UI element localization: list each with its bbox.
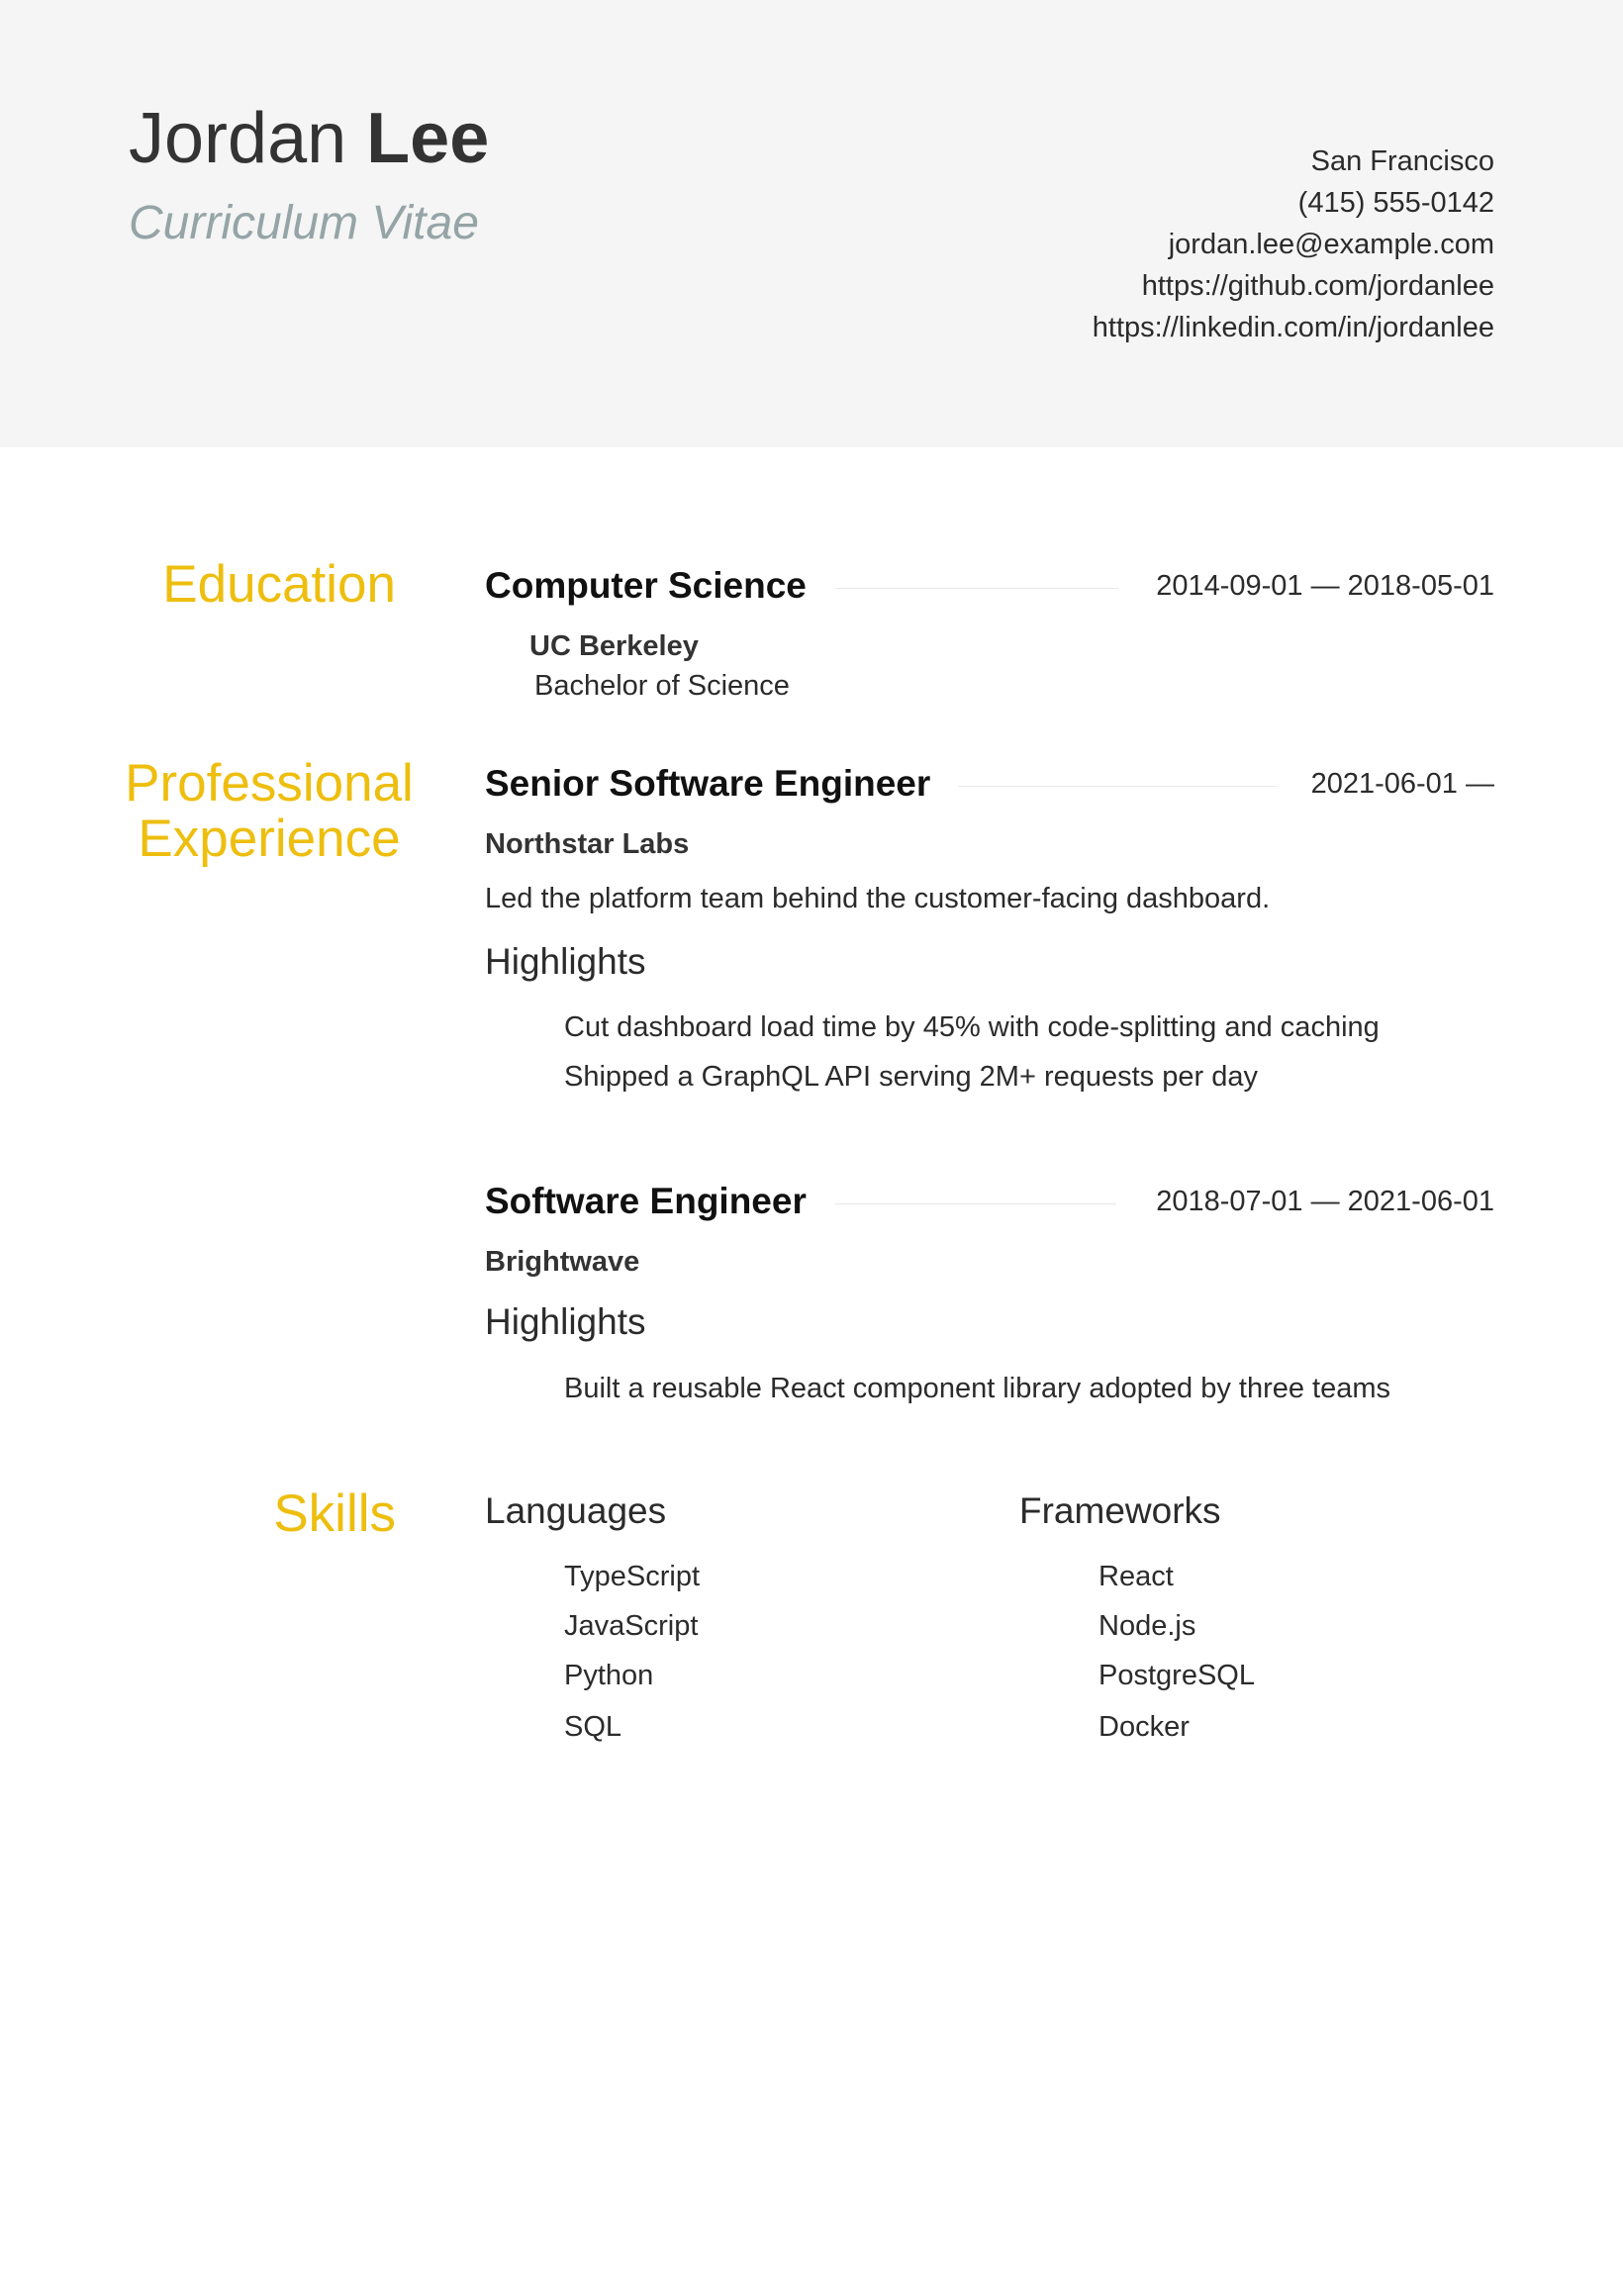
education-institution: UC Berkeley xyxy=(529,630,699,662)
contact-location: San Francisco xyxy=(1310,145,1494,177)
skill-keyword: SQL xyxy=(564,1711,622,1743)
section-title-line: Professional xyxy=(125,754,414,813)
highlights-heading: Highlights xyxy=(485,1301,646,1342)
skill-keyword: React xyxy=(1098,1561,1174,1592)
section-title-skills: Skills xyxy=(273,1484,396,1543)
document-subtitle: Curriculum Vitae xyxy=(129,197,479,249)
education-entry-header xyxy=(485,561,1494,611)
skill-group-frameworks: Frameworks xyxy=(1019,1490,1221,1531)
highlight-item: Built a reusable React component library adopted by three teams xyxy=(564,1373,1391,1404)
divider-line xyxy=(835,1203,1116,1204)
skill-keyword: Python xyxy=(564,1660,654,1691)
experience-company: Northstar Labs xyxy=(485,828,690,860)
experience-position: Senior Software Engineer xyxy=(485,763,931,804)
experience-dates: 2018-07-01 — 2021-06-01 xyxy=(1156,1186,1494,1217)
education-degree: Bachelor of Science xyxy=(534,670,790,702)
highlights-heading: Highlights xyxy=(485,941,646,982)
first-name: Jordan xyxy=(129,99,347,178)
contact-phone[interactable]: (415) 555-0142 xyxy=(1297,187,1494,219)
resume-header xyxy=(0,0,1623,447)
contact-info xyxy=(1093,141,1494,348)
divider-line xyxy=(958,786,1277,787)
person-name xyxy=(129,91,489,186)
experience-entry-header xyxy=(485,759,1494,809)
section-title-experience xyxy=(61,756,477,867)
experience-entry-header xyxy=(485,1177,1494,1226)
highlight-item: Cut dashboard load time by 45% with code-splitting and caching xyxy=(564,1011,1380,1043)
experience-dates: 2021-06-01 — xyxy=(1310,768,1494,800)
last-name: Lee xyxy=(366,99,490,178)
skill-keyword: TypeScript xyxy=(564,1561,700,1592)
skill-keyword: Docker xyxy=(1098,1711,1190,1743)
education-area: Computer Science xyxy=(485,565,807,606)
experience-company: Brightwave xyxy=(485,1246,640,1278)
highlight-item: Shipped a GraphQL API serving 2M+ requests per day xyxy=(564,1061,1258,1093)
skill-group-languages: Languages xyxy=(485,1490,667,1531)
contact-github-link[interactable]: https://github.com/jordanlee xyxy=(1141,270,1494,302)
education-dates: 2014-09-01 — 2018-05-01 xyxy=(1156,570,1494,602)
section-title-education: Education xyxy=(162,555,396,614)
contact-email[interactable]: jordan.lee@example.com xyxy=(1168,229,1494,260)
experience-summary: Led the platform team behind the customer-facing dashboard. xyxy=(485,883,1271,914)
skill-keyword: PostgreSQL xyxy=(1098,1660,1255,1691)
contact-linkedin-link[interactable]: https://linkedin.com/in/jordanlee xyxy=(1092,312,1494,343)
skill-keyword: Node.js xyxy=(1098,1610,1196,1642)
skill-keyword: JavaScript xyxy=(564,1610,699,1642)
divider-line xyxy=(835,588,1118,589)
section-title-line: Experience xyxy=(138,810,401,868)
experience-position: Software Engineer xyxy=(485,1181,807,1221)
